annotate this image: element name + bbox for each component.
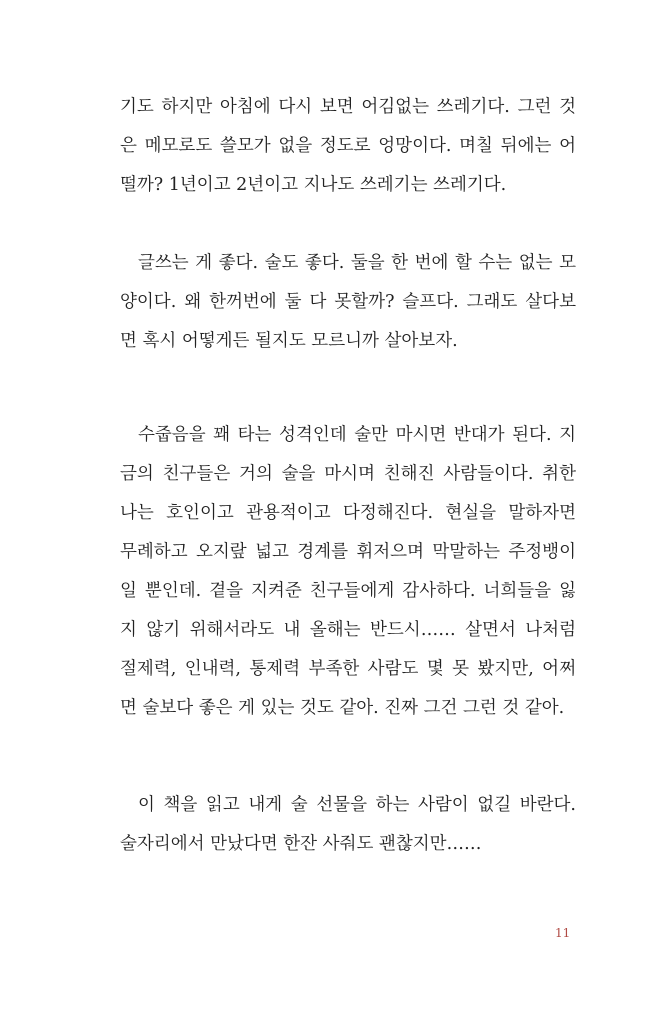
text-line: 일 뿐인데. 곁을 지켜준 친구들에게 감사하다. 너희들을 잃 [120,581,576,601]
paragraph-4 [120,786,576,864]
text-line: 나는 호인이고 관용적이고 다정해진다. 현실을 말하자면 [120,503,576,523]
text-line: 면 술보다 좋은 게 있는 것도 같아. 진짜 그건 그런 것 같아. [120,698,565,718]
text-line: 절제력, 인내력, 통제력 부족한 사람도 몇 못 봤지만, 어쩌 [120,659,576,679]
text-line: 무례하고 오지랖 넓고 경계를 휘저으며 막말하는 주정뱅이 [120,542,576,562]
text-line: 떨까? 1년이고 2년이고 지나도 쓰레기는 쓰레기다. [120,175,507,195]
text-line: 이 책을 읽고 내게 술 선물을 하는 사람이 없길 바란다. [138,795,576,815]
text-line: 양이다. 왜 한꺼번에 둘 다 못할까? 슬프다. 그래도 살다보 [120,292,576,312]
text-line: 글쓰는 게 좋다. 술도 좋다. 둘을 한 번에 할 수는 없는 모 [138,253,576,273]
text-line: 기도 하지만 아침에 다시 보면 어김없는 쓰레기다. 그런 것 [120,97,576,117]
text-line: 술자리에서 만났다면 한잔 사줘도 괜찮지만…… [120,834,482,854]
page-number: 11 [555,926,571,940]
text-line: 금의 친구들은 거의 술을 마시며 친해진 사람들이다. 취한 [120,464,576,484]
paragraph-3 [120,416,576,728]
text-line: 지 않기 위해서라도 내 올해는 반드시…… 살면서 나처럼 [120,620,576,640]
text-line: 면 혹시 어떻게든 될지도 모르니까 살아보자. [120,331,458,351]
paragraph-2 [120,244,576,361]
text-line: 은 메모로도 쓸모가 없을 정도로 엉망이다. 며칠 뒤에는 어 [120,136,576,156]
paragraph-1 [120,88,576,205]
text-line: 수줍음을 꽤 타는 성격인데 술만 마시면 반대가 된다. 지 [138,425,576,445]
